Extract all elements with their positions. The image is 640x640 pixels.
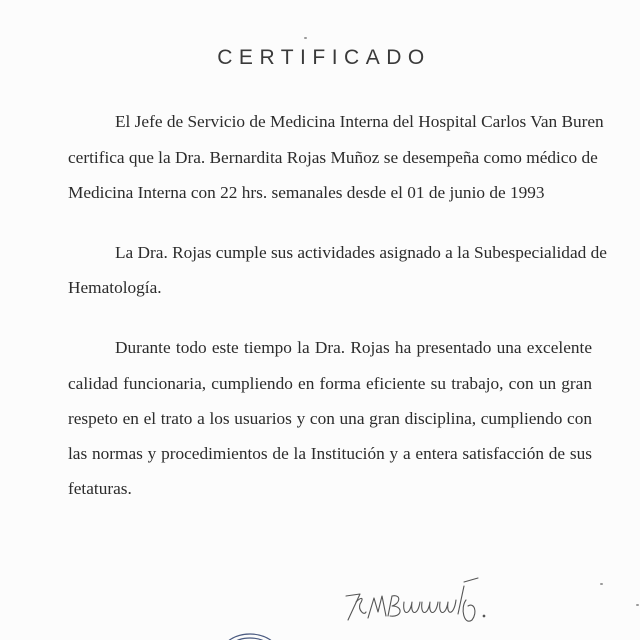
paragraph-3-line-3: respeto en el trato a los usuarios y con una gran disciplina, cumpliendo con: [68, 409, 592, 428]
signature-icon: [338, 572, 538, 632]
paragraph-3-line-4: las normas y procedimientos de la Institución y a entera satisfacción de sus: [68, 444, 592, 463]
paragraph-3-line-5: fetaturas.: [68, 479, 132, 498]
paragraph-1-line-2: certifica que la Dra. Bernardita Rojas Muñoz se desempeña como médico de: [68, 148, 598, 167]
paragraph-1-line-1: El Jefe de Servicio de Medicina Interna del Hospital Carlos Van Buren: [115, 112, 604, 131]
paragraph-3-line-2: calidad funcionaria, cumpliendo en forma eficiente su trabajo, con un gran: [68, 374, 592, 393]
scan-speck: [636, 604, 639, 606]
paragraph-2-line-1: La Dra. Rojas cumple sus actividades asignado a la Subespecialidad de: [115, 243, 607, 262]
document-title: CERTIFICADO: [217, 46, 431, 69]
paragraph-1-line-3: Medicina Interna con 22 hrs. semanales desde el 01 de junio de 1993: [68, 183, 545, 202]
scan-speck: [304, 37, 307, 39]
paragraph-3-line-1: Durante todo este tiempo la Dra. Rojas ha presentado una excelente: [115, 338, 592, 357]
scan-speck: [600, 583, 603, 585]
paragraph-2-line-2: Hematología.: [68, 278, 162, 297]
stamp-icon: [215, 630, 285, 640]
